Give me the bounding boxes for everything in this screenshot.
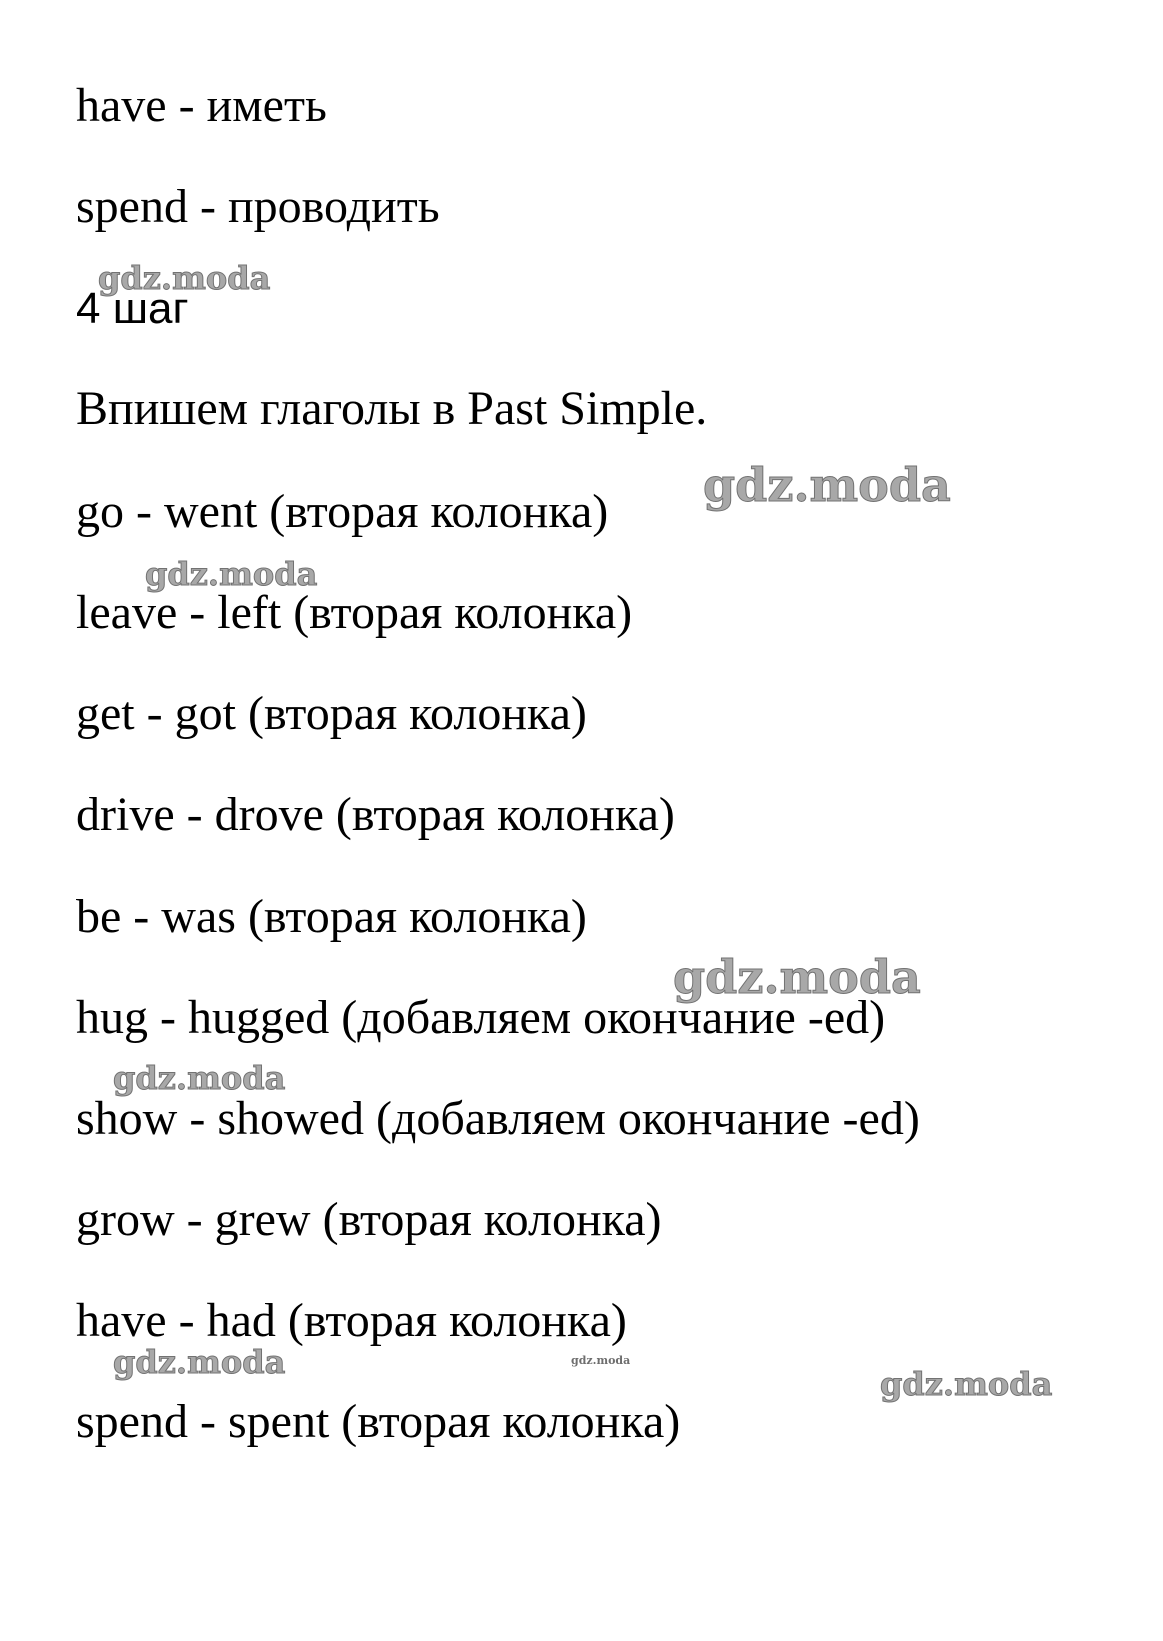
verb-line: get - got (вторая колонка) — [76, 687, 587, 740]
watermark: gdz.moda — [98, 259, 271, 297]
verb-line: have - had (вторая колонка) — [76, 1294, 627, 1347]
verb-line: grow - grew (вторая колонка) — [76, 1193, 662, 1246]
watermark: gdz.moda — [571, 1354, 631, 1367]
watermark: gdz.moda — [880, 1365, 1053, 1403]
verb-line: leave - left (вторая колонка) — [76, 586, 633, 639]
text-line: have - иметь — [76, 79, 327, 132]
verb-line: be - was (вторая колонка) — [76, 890, 587, 943]
watermark: gdz.moda — [113, 1059, 286, 1097]
watermark: gdz.moda — [673, 950, 921, 1004]
watermark: gdz.moda — [113, 1343, 286, 1381]
step-heading: 4 шаг — [76, 284, 189, 333]
verb-line: go - went (вторая колонка) — [76, 485, 609, 538]
instruction-line: Впишем глаголы в Past Simple. — [76, 382, 708, 435]
verb-line: hug - hugged (добавляем окончание -ed) — [76, 991, 886, 1044]
verb-line: show - showed (добавляем окончание -ed) — [76, 1092, 920, 1145]
verb-line: spend - spent (вторая колонка) — [76, 1395, 681, 1448]
verb-line: drive - drove (вторая колонка) — [76, 788, 675, 841]
watermark: gdz.moda — [145, 555, 318, 593]
watermark: gdz.moda — [703, 458, 951, 512]
text-line: spend - проводить — [76, 180, 440, 233]
